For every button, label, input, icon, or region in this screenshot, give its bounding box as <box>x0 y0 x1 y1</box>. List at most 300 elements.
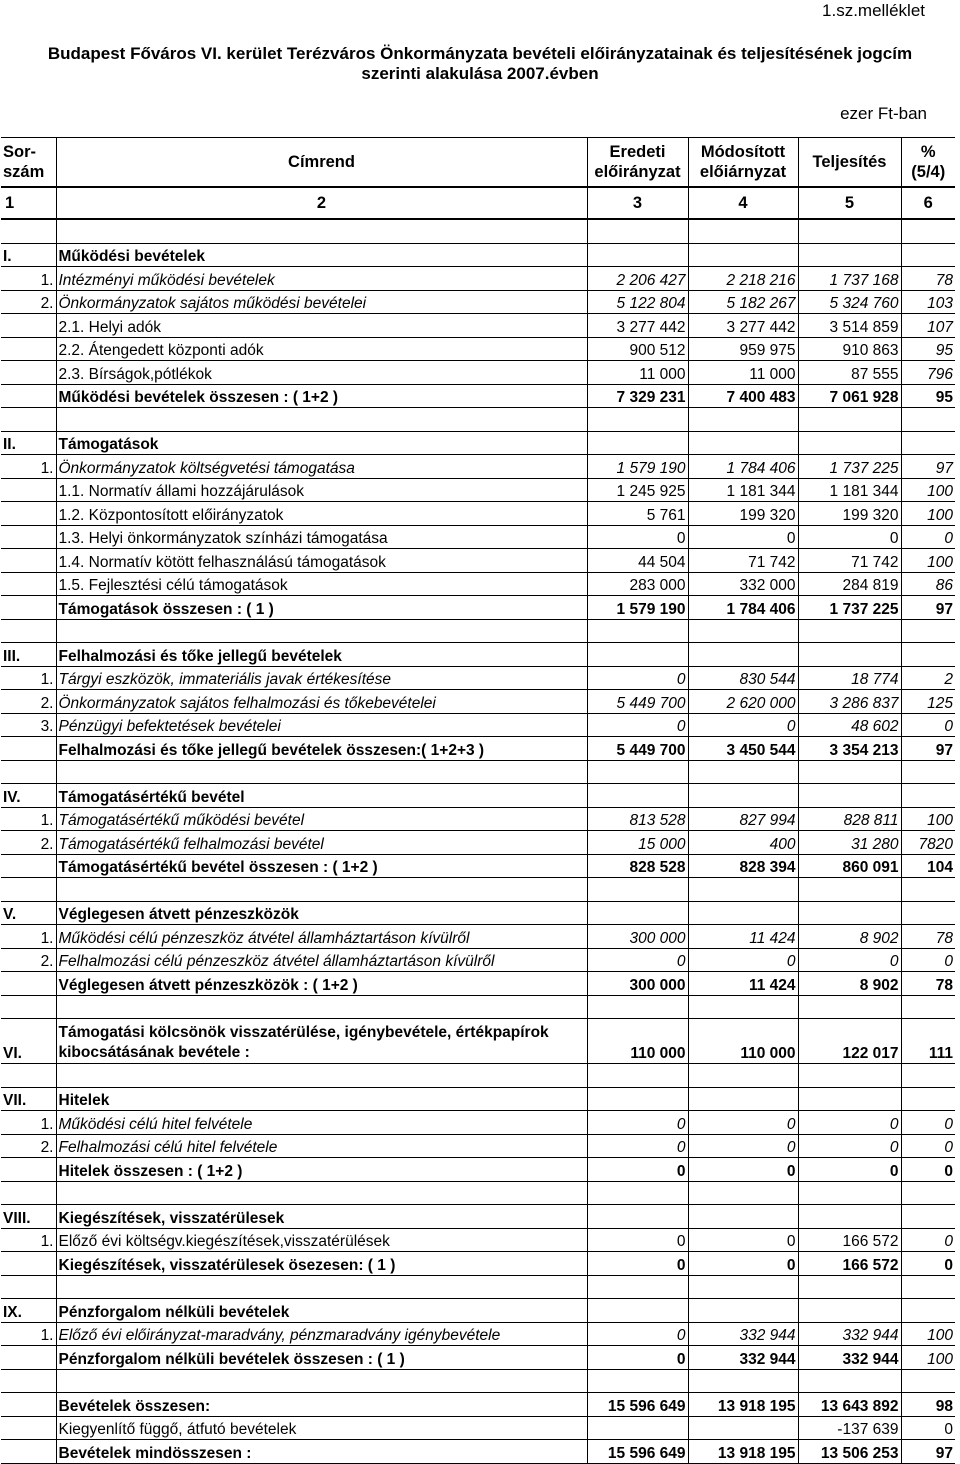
empty-cell <box>901 1275 955 1299</box>
value-col-6: 78 <box>901 972 955 996</box>
value-col-6: 104 <box>901 854 955 878</box>
value-col-4 <box>688 1087 798 1111</box>
empty-cell <box>688 408 798 432</box>
total-row <box>1 972 955 996</box>
row-number: 1. <box>1 807 56 831</box>
value-col-5: 828 811 <box>798 807 901 831</box>
value-col-5: -137 639 <box>798 1416 901 1440</box>
row-name: Kiegyenlítő függő, átfutó bevételek <box>56 1416 587 1440</box>
table-row <box>1 807 955 831</box>
value-col-3: 0 <box>587 1322 688 1346</box>
empty-cell <box>901 1064 955 1088</box>
value-col-4 <box>688 643 798 667</box>
header-sorszam: Sor-szám <box>1 138 56 188</box>
total-row <box>1 384 955 408</box>
colnum-5: 5 <box>798 187 901 219</box>
row-number: 1. <box>1 267 56 291</box>
value-col-4: 11 424 <box>688 925 798 949</box>
empty-cell <box>901 995 955 1019</box>
row-number <box>1 1440 56 1464</box>
value-col-5: 166 572 <box>798 1228 901 1252</box>
value-col-6: 2 <box>901 666 955 690</box>
empty-cell <box>587 219 688 243</box>
value-col-4: 828 394 <box>688 854 798 878</box>
value-col-4 <box>688 901 798 925</box>
value-col-6: 95 <box>901 337 955 361</box>
row-name: Felhalmozási célú pénzeszköz átvétel államháztartáson kívülről <box>56 948 587 972</box>
value-col-5: 284 819 <box>798 572 901 596</box>
value-col-3 <box>587 1416 688 1440</box>
row-number <box>1 572 56 596</box>
page-title <box>0 44 960 84</box>
value-col-4: 7 400 483 <box>688 384 798 408</box>
empty-cell <box>587 995 688 1019</box>
value-col-6 <box>901 1087 955 1111</box>
value-col-3: 0 <box>587 1346 688 1370</box>
value-col-4: 0 <box>688 1228 798 1252</box>
spacer-row <box>1 760 955 784</box>
row-number: 1. <box>1 1322 56 1346</box>
value-col-6 <box>901 643 955 667</box>
empty-cell <box>1 760 56 784</box>
table-row <box>1 525 955 549</box>
value-col-4: 1 181 344 <box>688 478 798 502</box>
row-number: 2. <box>1 690 56 714</box>
empty-cell <box>798 1369 901 1393</box>
value-col-3: 283 000 <box>587 572 688 596</box>
row-name: Pénzforgalom nélküli bevételek <box>56 1299 587 1323</box>
value-col-6 <box>901 1205 955 1229</box>
empty-cell <box>901 1369 955 1393</box>
value-col-5: 0 <box>798 1158 901 1182</box>
section-row <box>1 1299 955 1323</box>
value-col-6: 0 <box>901 525 955 549</box>
colnum-2: 2 <box>56 187 587 219</box>
value-col-4: 3 277 442 <box>688 314 798 338</box>
row-name: Intézményi működési bevételek <box>56 267 587 291</box>
value-col-4: 2 218 216 <box>688 267 798 291</box>
value-col-6: 0 <box>901 1416 955 1440</box>
empty-cell <box>587 619 688 643</box>
value-col-5: 0 <box>798 525 901 549</box>
value-col-6: 78 <box>901 267 955 291</box>
row-number: VIII. <box>1 1205 56 1229</box>
total-row <box>1 1346 955 1370</box>
value-col-3 <box>587 784 688 808</box>
empty-cell <box>56 995 587 1019</box>
row-name: Bevételek összesen: <box>56 1393 587 1417</box>
row-number: III. <box>1 643 56 667</box>
empty-cell <box>587 878 688 902</box>
row-name: Működési célú hitel felvétele <box>56 1111 587 1135</box>
value-col-3: 3 277 442 <box>587 314 688 338</box>
header-modositott: Módosított előiárnyzat <box>688 138 798 188</box>
empty-cell <box>587 408 688 432</box>
value-col-3: 15 000 <box>587 831 688 855</box>
value-col-4: 827 994 <box>688 807 798 831</box>
spacer-row <box>1 1275 955 1299</box>
value-col-5: 48 602 <box>798 713 901 737</box>
value-col-3: 5 122 804 <box>587 290 688 314</box>
empty-cell <box>1 1064 56 1088</box>
empty-cell <box>1 1181 56 1205</box>
value-col-5: 0 <box>798 1111 901 1135</box>
value-col-5 <box>798 243 901 267</box>
section-row <box>1 643 955 667</box>
row-number: I. <box>1 243 56 267</box>
value-col-5: 18 774 <box>798 666 901 690</box>
row-number: 1. <box>1 1228 56 1252</box>
header-cimrend: Címrend <box>56 138 587 188</box>
annex-label: 1.sz.melléklet <box>822 1 925 20</box>
row-name: Véglegesen átvett pénzeszközök : ( 1+2 ) <box>56 972 587 996</box>
empty-cell <box>56 1064 587 1088</box>
table-row <box>1 690 955 714</box>
colnum-3: 3 <box>587 187 688 219</box>
empty-cell <box>1 619 56 643</box>
empty-cell <box>798 995 901 1019</box>
value-col-6 <box>901 431 955 455</box>
row-number: 2. <box>1 831 56 855</box>
value-col-5: 31 280 <box>798 831 901 855</box>
value-col-6: 0 <box>901 948 955 972</box>
total-row <box>1 854 955 878</box>
value-col-4: 3 450 544 <box>688 737 798 761</box>
value-col-5: 3 514 859 <box>798 314 901 338</box>
row-number <box>1 384 56 408</box>
row-name: 2.3. Bírságok,pótlékok <box>56 361 587 385</box>
section-row <box>1 431 955 455</box>
row-number: II. <box>1 431 56 455</box>
row-number <box>1 972 56 996</box>
empty-cell <box>1 995 56 1019</box>
empty-cell <box>56 619 587 643</box>
empty-cell <box>798 219 901 243</box>
empty-cell <box>587 1064 688 1088</box>
empty-cell <box>688 760 798 784</box>
value-col-3: 828 528 <box>587 854 688 878</box>
empty-cell <box>688 1064 798 1088</box>
header-percent: % (5/4) <box>901 138 955 188</box>
value-col-5: 13 643 892 <box>798 1393 901 1417</box>
value-col-6: 95 <box>901 384 955 408</box>
value-col-6: 97 <box>901 596 955 620</box>
value-col-4 <box>688 243 798 267</box>
header-row <box>1 138 955 188</box>
value-col-5 <box>798 784 901 808</box>
value-col-6: 97 <box>901 737 955 761</box>
row-name: Tárgyi eszközök, immateriális javak értékesítése <box>56 666 587 690</box>
value-col-3: 0 <box>587 1134 688 1158</box>
value-col-5 <box>798 431 901 455</box>
empty-cell <box>56 1181 587 1205</box>
value-col-4 <box>688 1205 798 1229</box>
value-col-6: 100 <box>901 807 955 831</box>
value-col-5: 0 <box>798 1134 901 1158</box>
empty-cell <box>56 408 587 432</box>
value-col-4: 11 424 <box>688 972 798 996</box>
empty-cell <box>798 1275 901 1299</box>
row-number <box>1 1416 56 1440</box>
column-number-row <box>1 187 955 219</box>
value-col-6: 125 <box>901 690 955 714</box>
value-col-3: 1 579 190 <box>587 455 688 479</box>
row-name: Hitelek <box>56 1087 587 1111</box>
row-number <box>1 737 56 761</box>
section-row <box>1 901 955 925</box>
empty-cell <box>901 878 955 902</box>
empty-cell <box>587 760 688 784</box>
row-number: 1. <box>1 455 56 479</box>
spacer-row <box>1 995 955 1019</box>
value-col-6: 100 <box>901 502 955 526</box>
colnum-1: 1 <box>1 187 56 219</box>
total-row <box>1 1158 955 1182</box>
row-name: 1.4. Normatív kötött felhasználású támogatások <box>56 549 587 573</box>
header-teljesites: Teljesítés <box>798 138 901 188</box>
row-name: Előző évi költségv.kiegészítések,visszatérülések <box>56 1228 587 1252</box>
empty-cell <box>798 408 901 432</box>
value-col-4: 0 <box>688 948 798 972</box>
empty-cell <box>901 1181 955 1205</box>
row-name: Hitelek összesen : ( 1+2 ) <box>56 1158 587 1182</box>
table-row <box>1 666 955 690</box>
table-row <box>1 1228 955 1252</box>
value-col-3: 5 761 <box>587 502 688 526</box>
row-name: Támogatásértékű működési bevétel <box>56 807 587 831</box>
value-col-4: 830 544 <box>688 666 798 690</box>
row-name: Támogatásértékű felhalmozási bevétel <box>56 831 587 855</box>
unit-label: ezer Ft-ban <box>840 104 927 123</box>
total-row <box>1 596 955 620</box>
value-col-5: 0 <box>798 948 901 972</box>
empty-cell <box>688 1181 798 1205</box>
row-name: Működési bevételek <box>56 243 587 267</box>
value-col-6: 100 <box>901 1346 955 1370</box>
value-col-6: 0 <box>901 713 955 737</box>
row-name: Támogatásértékű bevétel <box>56 784 587 808</box>
empty-cell <box>798 760 901 784</box>
value-col-6 <box>901 1299 955 1323</box>
spacer-row <box>1 408 955 432</box>
colnum-6: 6 <box>901 187 955 219</box>
table-row <box>1 1019 955 1064</box>
value-col-3: 15 596 649 <box>587 1440 688 1464</box>
value-col-4: 0 <box>688 1111 798 1135</box>
value-col-3: 5 449 700 <box>587 690 688 714</box>
value-col-5: 332 944 <box>798 1322 901 1346</box>
value-col-4 <box>688 1416 798 1440</box>
row-number <box>1 1252 56 1276</box>
row-number: 1. <box>1 925 56 949</box>
row-number: V. <box>1 901 56 925</box>
row-number: 1. <box>1 666 56 690</box>
value-col-3: 0 <box>587 1228 688 1252</box>
value-col-3 <box>587 901 688 925</box>
value-col-6: 103 <box>901 290 955 314</box>
value-col-6: 796 <box>901 361 955 385</box>
value-col-6: 107 <box>901 314 955 338</box>
row-number: 2. <box>1 948 56 972</box>
total-row <box>1 1393 955 1417</box>
row-name: Önkormányzatok sajátos működési bevételei <box>56 290 587 314</box>
table-row <box>1 337 955 361</box>
row-number <box>1 1158 56 1182</box>
empty-cell <box>56 219 587 243</box>
row-name: Támogatásértékű bevétel összesen : ( 1+2 ) <box>56 854 587 878</box>
value-col-5: 1 737 225 <box>798 455 901 479</box>
row-name: 1.3. Helyi önkormányzatok színházi támogatása <box>56 525 587 549</box>
value-col-6: 100 <box>901 1322 955 1346</box>
value-col-6: 0 <box>901 1134 955 1158</box>
value-col-4: 0 <box>688 1252 798 1276</box>
value-col-6: 97 <box>901 1440 955 1464</box>
value-col-4: 5 182 267 <box>688 290 798 314</box>
value-col-5: 166 572 <box>798 1252 901 1276</box>
value-col-4: 332 944 <box>688 1346 798 1370</box>
value-col-5: 1 737 225 <box>798 596 901 620</box>
title-line-2: szerinti alakulása 2007.évben <box>361 64 599 83</box>
value-col-3 <box>587 1299 688 1323</box>
revenue-table <box>1 137 955 1464</box>
value-col-5: 860 091 <box>798 854 901 878</box>
row-number <box>1 1346 56 1370</box>
empty-cell <box>688 995 798 1019</box>
row-name: Bevételek mindösszesen : <box>56 1440 587 1464</box>
value-col-6: 0 <box>901 1158 955 1182</box>
row-name: 1.1. Normatív állami hozzájárulások <box>56 478 587 502</box>
value-col-4: 0 <box>688 525 798 549</box>
empty-cell <box>1 1275 56 1299</box>
value-col-4: 400 <box>688 831 798 855</box>
value-col-6: 0 <box>901 1252 955 1276</box>
row-name: Támogatási kölcsönök visszatérülése, igénybevétele, értékpapírok kibocsátásának bevétele : <box>56 1019 587 1064</box>
row-name: Előző évi előirányzat-maradvány, pénzmaradvány igénybevétele <box>56 1322 587 1346</box>
spacer-row <box>1 878 955 902</box>
value-col-3: 0 <box>587 948 688 972</box>
row-number <box>1 314 56 338</box>
value-col-3: 1 579 190 <box>587 596 688 620</box>
empty-cell <box>901 760 955 784</box>
value-col-5: 199 320 <box>798 502 901 526</box>
row-name: Támogatások <box>56 431 587 455</box>
empty-cell <box>688 619 798 643</box>
value-col-6 <box>901 901 955 925</box>
row-number: 2. <box>1 1134 56 1158</box>
title-line-1: Budapest Főváros VI. kerület Terézváros Önkormányzata bevételi előirányzatainak és teljesítésének jogcím <box>47 44 913 63</box>
empty-cell <box>798 878 901 902</box>
row-name: Felhalmozási és tőke jellegű bevételek <box>56 643 587 667</box>
value-col-5: 122 017 <box>798 1019 901 1064</box>
value-col-5: 3 354 213 <box>798 737 901 761</box>
value-col-4: 0 <box>688 1158 798 1182</box>
table-row <box>1 1111 955 1135</box>
value-col-5: 8 902 <box>798 972 901 996</box>
value-col-4: 959 975 <box>688 337 798 361</box>
row-number <box>1 549 56 573</box>
value-col-5 <box>798 901 901 925</box>
value-col-3 <box>587 431 688 455</box>
value-col-6 <box>901 784 955 808</box>
section-row <box>1 243 955 267</box>
table-row <box>1 455 955 479</box>
value-col-5: 910 863 <box>798 337 901 361</box>
row-name: Működési célú pénzeszköz átvétel államháztartáson kívülről <box>56 925 587 949</box>
value-col-3: 0 <box>587 666 688 690</box>
value-col-3: 7 329 231 <box>587 384 688 408</box>
value-col-3: 813 528 <box>587 807 688 831</box>
empty-cell <box>56 1369 587 1393</box>
row-number <box>1 1393 56 1417</box>
value-col-3: 0 <box>587 525 688 549</box>
row-number <box>1 478 56 502</box>
value-col-3: 44 504 <box>587 549 688 573</box>
value-col-4: 13 918 195 <box>688 1440 798 1464</box>
row-name: 1.5. Fejlesztési célú támogatások <box>56 572 587 596</box>
row-name: Pénzügyi befektetések bevételei <box>56 713 587 737</box>
row-number <box>1 337 56 361</box>
value-col-3 <box>587 1087 688 1111</box>
value-col-3: 11 000 <box>587 361 688 385</box>
value-col-3: 5 449 700 <box>587 737 688 761</box>
value-col-6: 0 <box>901 1111 955 1135</box>
row-name: Felhalmozási célú hitel felvétele <box>56 1134 587 1158</box>
row-number: IV. <box>1 784 56 808</box>
spacer-row <box>1 619 955 643</box>
value-col-4: 11 000 <box>688 361 798 385</box>
row-number: IX. <box>1 1299 56 1323</box>
empty-cell <box>56 878 587 902</box>
empty-cell <box>1 219 56 243</box>
value-col-6: 78 <box>901 925 955 949</box>
value-col-4: 13 918 195 <box>688 1393 798 1417</box>
table-row <box>1 361 955 385</box>
table-row <box>1 549 955 573</box>
value-col-4: 199 320 <box>688 502 798 526</box>
value-col-3: 0 <box>587 1252 688 1276</box>
spacer-row <box>1 1369 955 1393</box>
value-col-6: 0 <box>901 1228 955 1252</box>
row-number <box>1 502 56 526</box>
row-number: 3. <box>1 713 56 737</box>
total-row <box>1 1252 955 1276</box>
value-col-6: 7820 <box>901 831 955 855</box>
empty-cell <box>688 219 798 243</box>
value-col-5 <box>798 1205 901 1229</box>
empty-cell <box>688 1369 798 1393</box>
spacer-row <box>1 1181 955 1205</box>
row-name: Önkormányzatok sajátos felhalmozási és tőkebevételei <box>56 690 587 714</box>
value-col-4: 0 <box>688 713 798 737</box>
row-number: VI. <box>1 1019 56 1064</box>
value-col-3: 110 000 <box>587 1019 688 1064</box>
table-row <box>1 1134 955 1158</box>
value-col-4 <box>688 431 798 455</box>
value-col-3: 0 <box>587 1111 688 1135</box>
table-row <box>1 478 955 502</box>
value-col-5: 8 902 <box>798 925 901 949</box>
table-row <box>1 713 955 737</box>
value-col-5: 13 506 253 <box>798 1440 901 1464</box>
value-col-5 <box>798 1299 901 1323</box>
value-col-5: 1 181 344 <box>798 478 901 502</box>
value-col-3: 2 206 427 <box>587 267 688 291</box>
row-name: 2.2. Átengedett központi adók <box>56 337 587 361</box>
row-number <box>1 596 56 620</box>
empty-cell <box>1 878 56 902</box>
row-number: VII. <box>1 1087 56 1111</box>
row-name: Kiegészítések, visszatérülesek <box>56 1205 587 1229</box>
